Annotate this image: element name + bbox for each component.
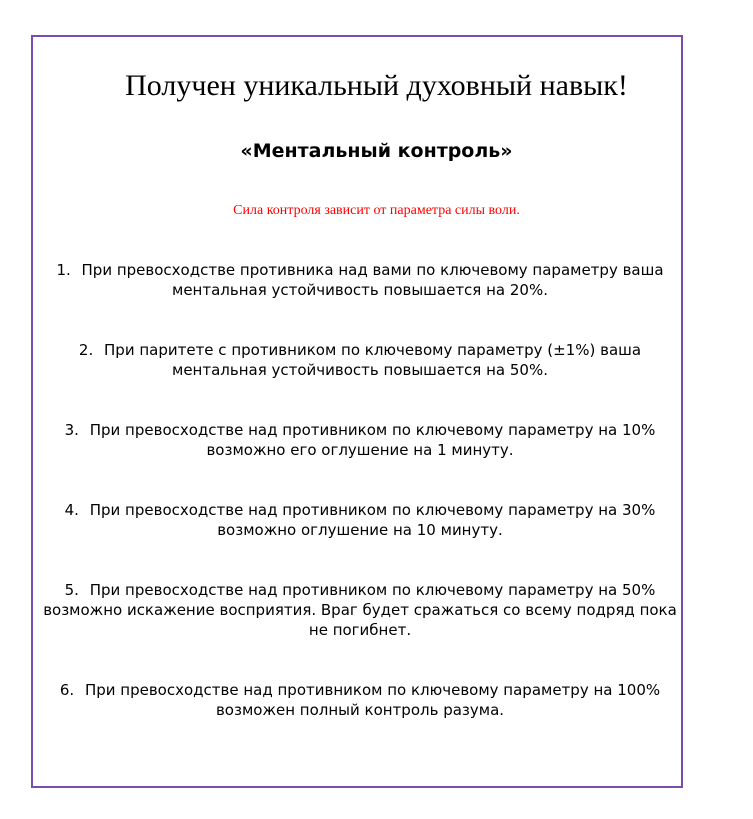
skill-name: «Ментальный контроль» [240,140,513,162]
list-item [35,680,685,720]
list-item-number: 1. [56,261,71,279]
list-item [40,580,680,640]
skill-note: Сила контроля зависит от параметра силы воли. [233,203,520,218]
page-title: Получен уникальный духовный навык! [125,69,628,102]
list-item [40,420,680,460]
list-item-number: 3. [64,421,79,439]
list-item-text: При превосходстве над противником по ключевому параметру на 50% возможно искажение восприятия. Враг будет сражаться со всему подряд пока не погибнет. [43,581,677,639]
list-item-number: 5. [64,581,79,599]
list-item [26,260,694,300]
list-item-number: 4. [64,501,79,519]
list-item-text: При превосходстве противника над вами по ключевому параметру ваша ментальная устойчивость повышается на 20%. [81,261,664,299]
list-item [50,340,670,380]
list-item-text: При превосходстве над противником по ключевому параметру на 10% возможно его оглушение на 1 минуту. [89,421,656,459]
list-item-number: 6. [59,681,75,699]
list-item-text: При превосходстве над противником по ключевому параметру на 30% возможно оглушение на 10 минуту. [89,501,656,539]
list-item-text: При превосходстве над противником по ключевому параметру на 100% возможен полный контроль разума. [84,681,661,719]
list-item [40,500,680,540]
list-item-number: 2. [78,341,94,359]
list-item-text: При паритете с противником по ключевому параметру (±1%) ваша ментальная устойчивость повышается на 50%. [104,341,642,379]
